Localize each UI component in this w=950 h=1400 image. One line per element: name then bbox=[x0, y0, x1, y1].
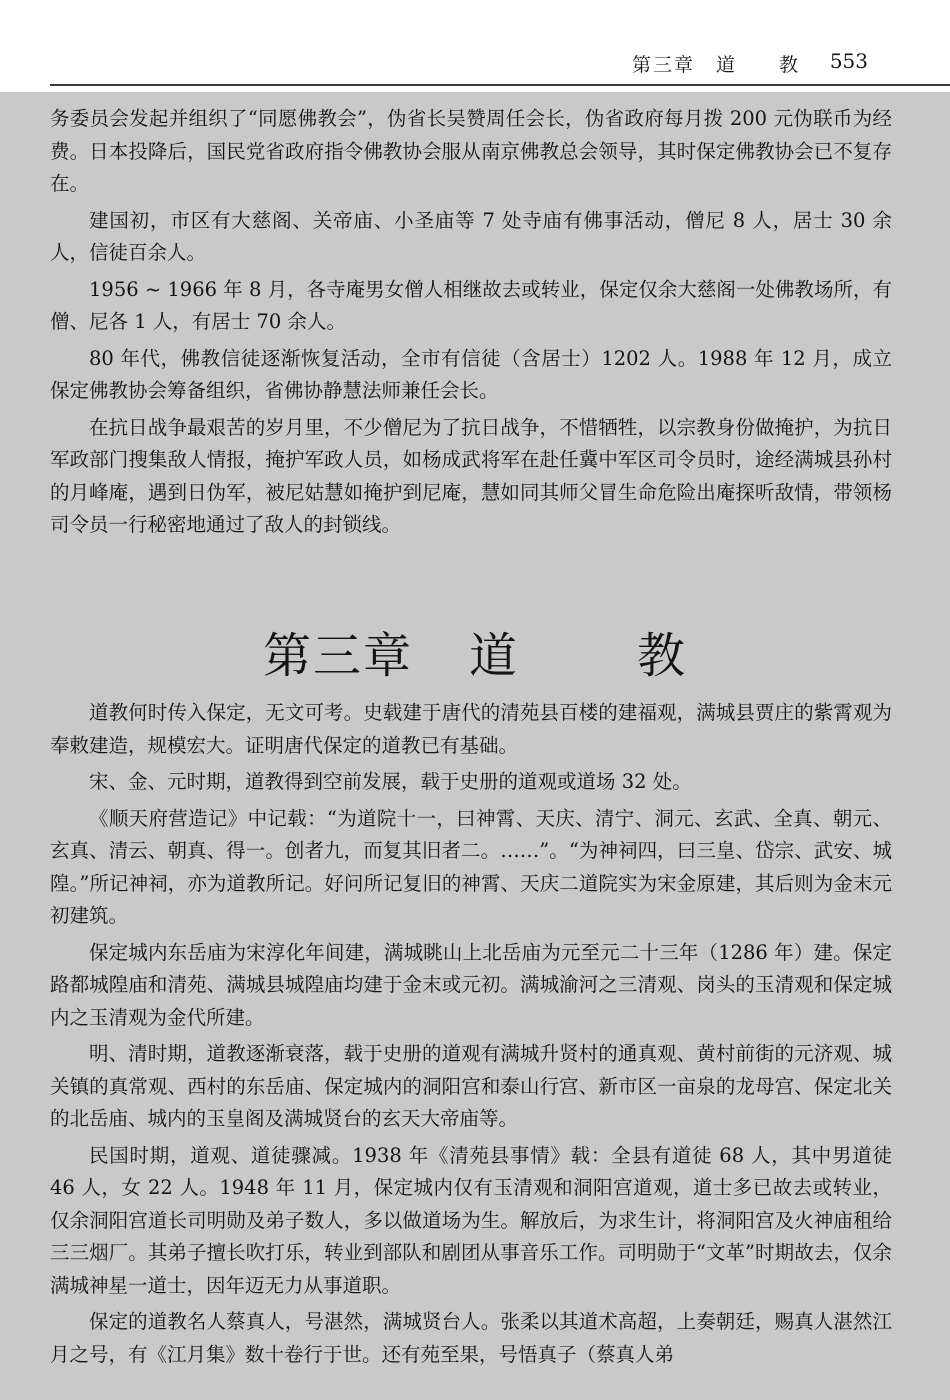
paragraph: 保定的道教名人蔡真人，号湛然，满城贤台人。张柔以其道术高超，上奏朝廷，赐真人湛然江月之号，有《江月集》数十卷行于世。还有苑至果，号悟真子（蔡真人弟 bbox=[50, 1310, 892, 1366]
running-title: 第三章 道 教 bbox=[631, 54, 800, 76]
chapter-title-char-2: 教 bbox=[637, 628, 688, 685]
paragraph: 建国初，市区有大慈阁、关帝庙、小圣庙等 7 处寺庙有佛事活动，僧尼 8 人，居士 30 余人，信徒百余人。 bbox=[50, 208, 892, 264]
chapter-title-number: 第三章 bbox=[262, 628, 413, 685]
text-block-taoism bbox=[50, 697, 892, 1375]
paragraph: 《顺天府营造记》中记载：“为道院十一，曰神霄、天庆、清宁、洞元、玄武、全真、朝元、玄真、清云、朝真、得一。创者九，而复其旧者二。……”。“为神祠四，曰三皇、岱宗、武安、城隍。”所记神祠，亦为道教所记。好问所记复旧的神霄、天庆二道院实为宋金原建，其后则为金末元初建筑。 bbox=[50, 806, 892, 927]
chapter-title bbox=[0, 617, 950, 686]
text-block-buddhism bbox=[50, 103, 892, 546]
paragraph: 在抗日战争最艰苦的岁月里，不少僧尼为了抗日战争，不惜牺牲，以宗教身份做掩护，为抗日军政部门搜集敌人情报，掩护军政人员，如杨成武将军在赴任冀中军区司令员时，途经满城县孙村的月峰庵，遇到日伪军，被尼姑慧如掩护到尼庵，慧如同其师父冒生命危险出庵探听敌情，带领杨司令员一行秘密地通过了敌人的封锁线。 bbox=[50, 415, 892, 536]
paragraph: 民国时期，道观、道徒骤减。1938 年《清苑县事情》载：全县有道徒 68 人，其中男道徒 46 人，女 22 人。1948 年 11 月，保定城内仅有玉清观和洞阳宫道观，道士多已故去或转业，仅余洞阳宫道长司明勋及弟子数人，多以做道场为生。解放后，为求生计，将洞阳宫及火神庙租给三三烟厂。其弟子擅长吹打乐，转业到部队和剧团从事音乐工作。司明勋于“文革”时期故去，仅余满城神星一道士，因年迈无力从事道职。 bbox=[50, 1143, 892, 1297]
paragraph: 宋、金、元时期，道教得到空前发展，载于史册的道观或道场 32 处。 bbox=[89, 770, 692, 793]
header-rule bbox=[50, 84, 950, 86]
paragraph: 务委员会发起并组织了“同愿佛教会”，伪省长吴赞周任会长，伪省政府每月拨 200 元伪联币为经费。日本投降后，国民党省政府指令佛教协会服从南京佛教总会领导，其时保定佛教协会已不复存在。 bbox=[50, 107, 892, 195]
paragraph: 1956 ~ 1966 年 8 月，各寺庵男女僧人相继故去或转业，保定仅余大慈阁一处佛教场所，有僧、尼各 1 人，有居士 70 余人。 bbox=[50, 277, 892, 333]
paragraph: 明、清时期，道教逐渐衰落，载于史册的道观有满城升贤村的通真观、黄村前街的元济观、城关镇的真常观、西村的东岳庙、保定城内的洞阳宫和泰山行宫、新市区一亩泉的龙母宫、保定北关的北岳庙、城内的玉皇阁及满城贤台的玄天大帝庙等。 bbox=[50, 1042, 892, 1130]
page-number: 553 bbox=[829, 49, 868, 73]
paragraph: 道教何时传入保定，无文可考。史载建于唐代的清苑县百楼的建福观，满城县贾庄的紫霄观为奉敕建造，规模宏大。证明唐代保定的道教已有基础。 bbox=[50, 701, 892, 757]
paragraph: 80 年代，佛教信徒逐渐恢复活动，全市有信徒（含居士）1202 人。1988 年 12 月，成立保定佛教协会筹备组织，省佛协静慧法师兼任会长。 bbox=[50, 346, 892, 402]
paragraph: 保定城内东岳庙为宋淳化年间建，满城眺山上北岳庙为元至元二十三年（1286 年）建。保定路都城隍庙和清苑、满城县城隍庙均建于金末或元初。满城渝河之三清观、岗头的玉清观和保定城内之玉清观为金代所建。 bbox=[50, 940, 892, 1029]
page-header bbox=[0, 0, 950, 92]
chapter-title-char-1: 道 bbox=[468, 628, 519, 685]
